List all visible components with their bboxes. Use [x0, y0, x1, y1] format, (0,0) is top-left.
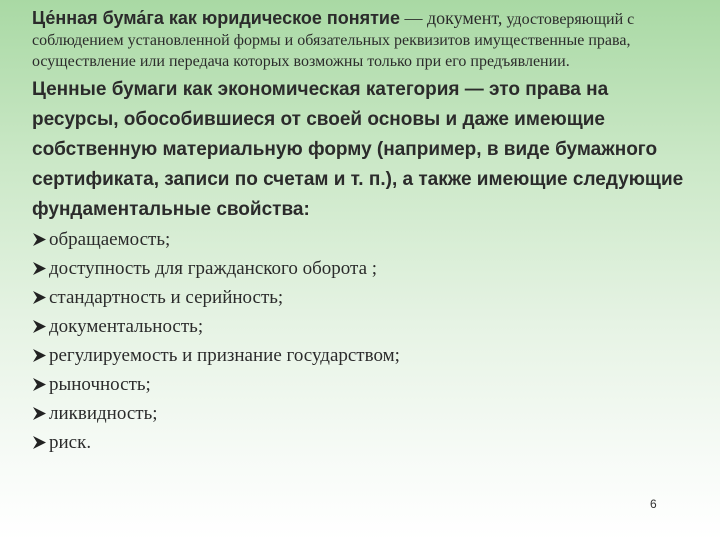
legal-definition-lead: — документ,	[400, 8, 503, 28]
arrowhead-bullet-icon	[32, 348, 47, 363]
properties-list	[32, 225, 692, 457]
economic-definition: Ценные бумаги как экономическая категория — это права на ресурсы, обособившиеся от своей основы и даже имеющие собственную материальную форму (например, в виде бумажного сертификата, записи по счетам и т. п.), а также имеющие следующие фундаментальные свойства:	[32, 79, 684, 220]
legal-definition	[32, 8, 692, 72]
legal-definition-text: удостоверяющий с соблюдением установленной формы и обязательных реквизитов имущественные права, осуществление или передача которых возможны только при его предъявлении.	[32, 11, 635, 70]
arrowhead-bullet-icon	[32, 435, 47, 450]
slide-content	[32, 8, 692, 457]
arrowhead-bullet-icon	[32, 406, 47, 421]
list-item: рыночность;	[32, 370, 692, 399]
page-number: 6	[650, 497, 657, 511]
list-item: доступность для гражданского оборота ;	[32, 254, 692, 283]
list-item: риск.	[32, 428, 692, 457]
arrowhead-bullet-icon	[32, 377, 47, 392]
list-item: стандартность и серийность;	[32, 283, 692, 312]
arrowhead-bullet-icon	[32, 319, 47, 334]
arrowhead-bullet-icon	[32, 290, 47, 305]
legal-term: Це́нная бума́га как юридическое понятие	[32, 8, 400, 28]
list-item: документальность;	[32, 312, 692, 341]
arrowhead-bullet-icon	[32, 261, 47, 276]
arrowhead-bullet-icon	[32, 232, 47, 247]
list-item: обращаемость;	[32, 225, 692, 254]
list-item: регулируемость и признание государством;	[32, 341, 692, 370]
list-item: ликвидность;	[32, 399, 692, 428]
